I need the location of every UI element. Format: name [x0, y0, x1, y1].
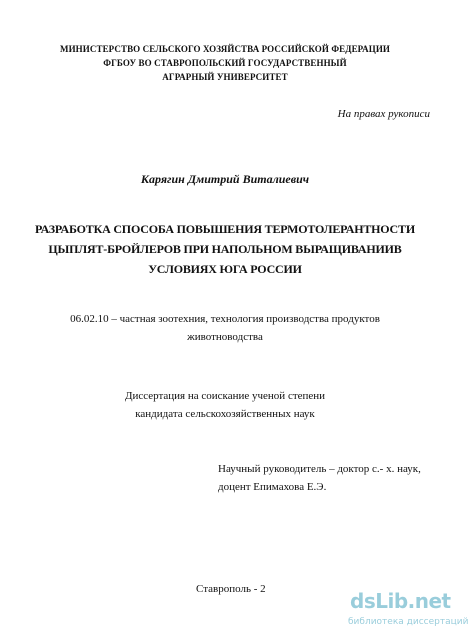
supervisor-line-2: доцент Епимахова Е.Э. [218, 481, 327, 493]
dslib-watermark [348, 589, 468, 633]
ministry-line: МИНИСТЕРСТВО СЕЛЬСКОГО ХОЗЯЙСТВА РОССИЙСКОЙ ФЕДЕРАЦИИ [59, 44, 391, 54]
dslib-logo: dsLib.net [350, 589, 451, 613]
dslib-subtitle: библиотека диссертаций [348, 617, 468, 627]
manuscript-note: На правах рукописи [337, 108, 430, 120]
dissertation-line-2: кандидата сельскохозяйственных наук [135, 408, 315, 420]
dissertation-line-1: Диссертация на соискание ученой степени [124, 390, 326, 402]
specialty-line-2: животноводства [187, 331, 263, 343]
university-line-2: АГРАРНЫЙ УНИВЕРСИТЕТ [162, 72, 288, 82]
specialty-line-1: 06.02.10 – частная зоотехния, технология производства продуктов [70, 313, 380, 325]
title-line-1: РАЗРАБОТКА СПОСОБА ПОВЫШЕНИЯ ТЕРМОТОЛЕРАНТНОСТИ [35, 222, 415, 236]
author-name: Карягин Дмитрий Виталиевич [140, 172, 310, 186]
title-line-2: ЦЫПЛЯТ-БРОЙЛЕРОВ ПРИ НАПОЛЬНОМ ВЫРАЩИВАНИИВ [48, 242, 402, 256]
supervisor-line-1: Научный руководитель – доктор с.- х. наук, [218, 463, 421, 475]
university-line-1: ФГБОУ ВО СТАВРОПОЛЬСКИЙ ГОСУДАРСТВЕННЫЙ [103, 58, 347, 68]
city-year: Ставрополь - 2 [196, 583, 266, 595]
title-line-3: УСЛОВИЯХ ЮГА РОССИИ [148, 262, 302, 276]
